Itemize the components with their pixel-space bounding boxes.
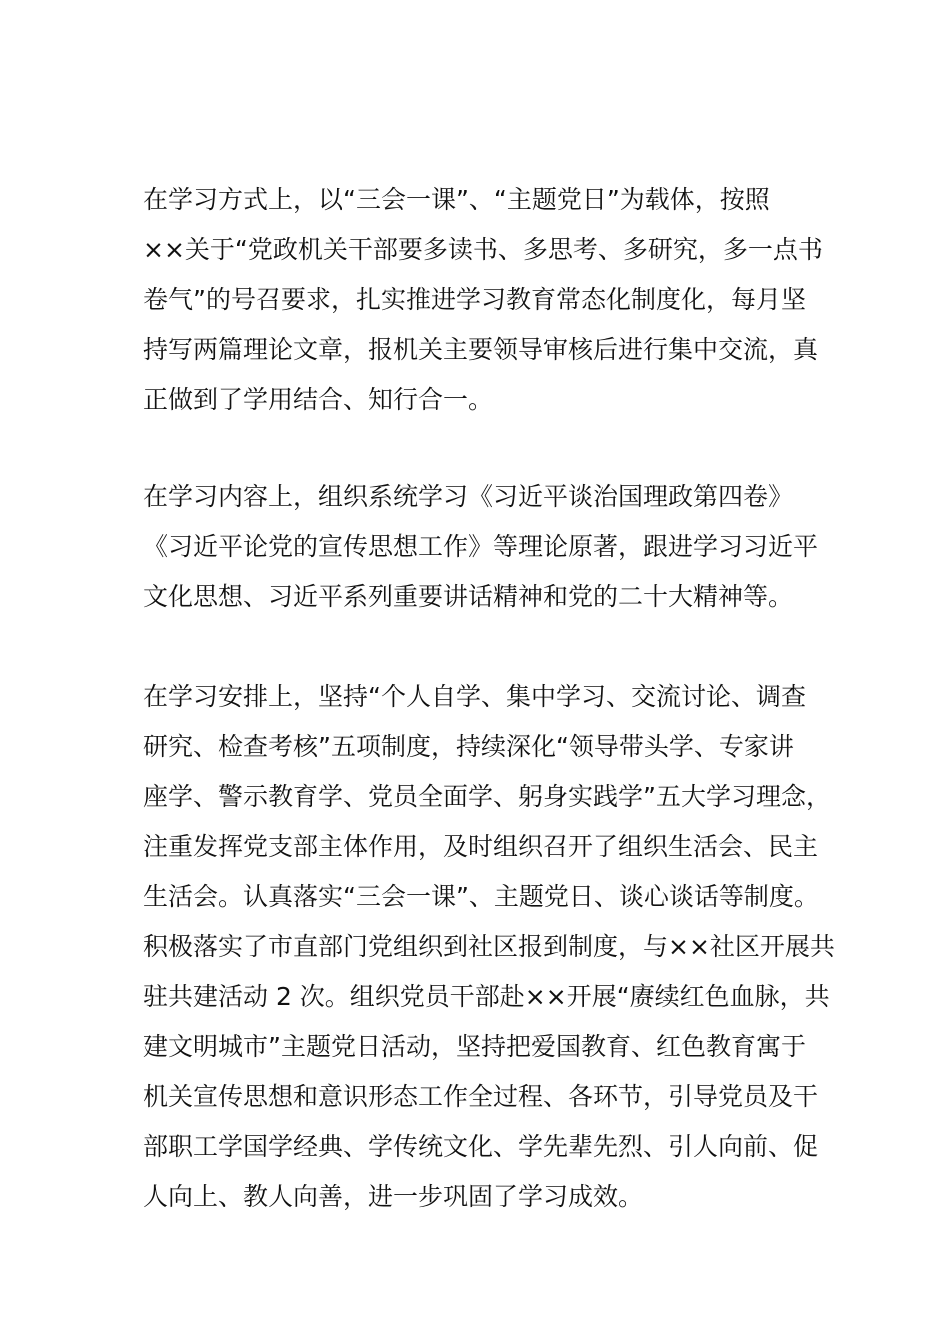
- paragraph-line: 文化思想、习近平系列重要讲话精神和党的二十大精神等。: [143, 582, 794, 611]
- paragraph-line: 持写两篇理论文章，报机关主要领导审核后进行集中交流，真: [143, 335, 819, 364]
- paragraph-line: 在学习方式上，以“三会一课”、“主题党日”为载体，按照: [143, 185, 770, 214]
- paragraph-study-content: [143, 472, 823, 622]
- paragraph-line: 座学、警示教育学、党员全面学、躬身实践学”五大学习理念，: [143, 782, 831, 811]
- paragraph-study-arrangement: [143, 672, 835, 1222]
- paragraph-line: 正做到了学用结合、知行合一。: [143, 385, 494, 414]
- paragraph-line: 部职工学国学经典、学传统文化、学先辈先烈、引人向前、促: [143, 1132, 819, 1161]
- paragraph-study-method: [143, 175, 823, 425]
- paragraph-line: 生活会。认真落实“三会一课”、主题党日、谈心谈话等制度。: [143, 882, 819, 911]
- paragraph-line: 人向上、教人向善，进一步巩固了学习成效。: [143, 1182, 644, 1211]
- paragraph-line: 研究、检查考核”五项制度，持续深化“领导带头学、专家讲: [143, 732, 794, 761]
- paragraph-line: 卷气”的号召要求，扎实推进学习教育常态化制度化，每月坚: [143, 285, 806, 314]
- paragraph-line: 在学习安排上，坚持“个人自学、集中学习、交流讨论、调查: [143, 682, 806, 711]
- paragraph-line: 驻共建活动 2 次。组织党员干部赴××开展“赓续红色血脉，共: [143, 982, 830, 1011]
- paragraph-line: 机关宣传思想和意识形态工作全过程、各环节，引导党员及干: [143, 1082, 819, 1111]
- paragraph-line: 积极落实了市直部门党组织到社区报到制度，与××社区开展共: [143, 932, 835, 961]
- paragraph-line: ××关于“党政机关干部要多读书、多思考、多研究，多一点书: [143, 235, 823, 264]
- paragraph-line: 注重发挥党支部主体作用，及时组织召开了组织生活会、民主: [143, 832, 819, 861]
- paragraph-line: 《习近平论党的宣传思想工作》等理论原著，跟进学习习近平: [143, 532, 819, 561]
- paragraph-line: 建文明城市”主题党日活动，坚持把爱国教育、红色教育寓于: [143, 1032, 806, 1061]
- paragraph-line: 在学习内容上，组织系统学习《习近平谈治国理政第四卷》: [143, 482, 794, 511]
